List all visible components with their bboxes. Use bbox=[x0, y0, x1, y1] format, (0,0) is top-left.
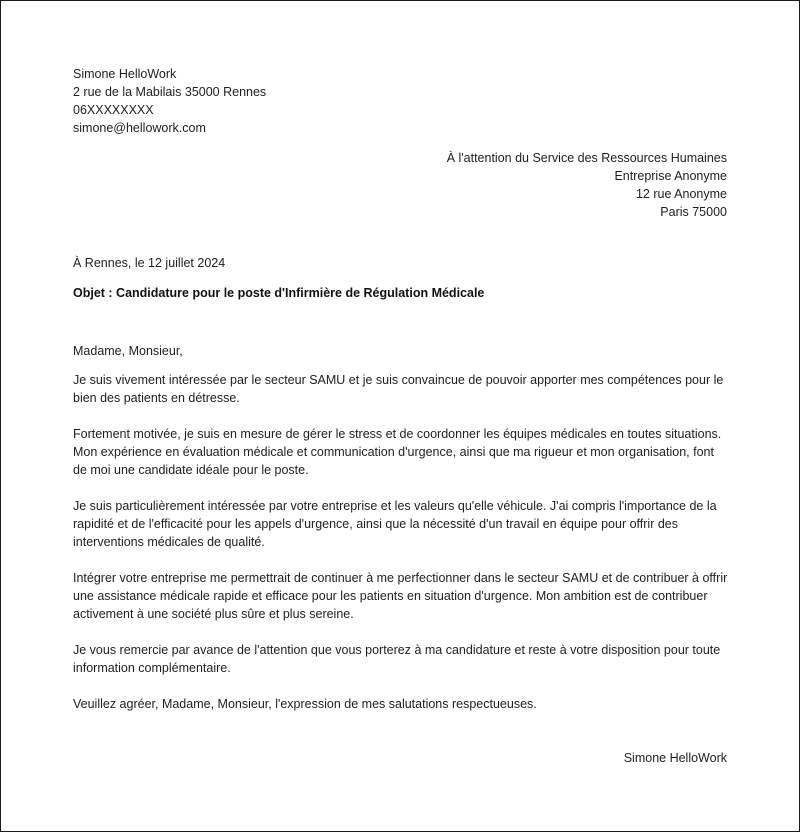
letter-date: À Rennes, le 12 juillet 2024 bbox=[73, 256, 226, 270]
recipient-city: Paris 75000 bbox=[660, 205, 727, 219]
letter-subject: Objet : Candidature pour le poste d'Infirmière de Régulation Médicale bbox=[73, 286, 485, 300]
body-paragraph: Je suis particulièrement intéressée par votre entreprise et les valeurs qu'elle véhicule. J'ai compris l'importance de la rapidité et de l'efficacité pour les appels d'urgence, ainsi que la nécessité d'un travail en équipe pour offrir des interventions médicales de qualité. bbox=[73, 499, 717, 549]
sender-address: 2 rue de la Mabilais 35000 Rennes bbox=[73, 85, 267, 99]
recipient-street: 12 rue Anonyme bbox=[635, 187, 727, 201]
sender-block bbox=[73, 65, 473, 137]
recipient-attention: À l'attention du Service des Ressources Humaines bbox=[446, 151, 727, 165]
recipient-company: Entreprise Anonyme bbox=[614, 169, 727, 183]
recipient-block bbox=[307, 149, 727, 221]
sender-name: Simone HelloWork bbox=[73, 67, 177, 81]
body-paragraph: Je vous remercie par avance de l'attention que vous porterez à ma candidature et reste à votre disposition pour toute information complémentaire. bbox=[73, 643, 721, 675]
sender-email: simone@hellowork.com bbox=[73, 121, 206, 135]
closing-paragraph: Veuillez agréer, Madame, Monsieur, l'expression de mes salutations respectueuses. bbox=[73, 697, 537, 711]
letter-salutation: Madame, Monsieur, bbox=[73, 344, 183, 358]
body-paragraph: Intégrer votre entreprise me permettrait de continuer à me perfectionner dans le secteur SAMU et de contribuer à offrir une assistance médicale rapide et efficace pour les patients en situation d'urgence. Mon ambition est de contribuer activement à une société plus sûre et plus sereine. bbox=[73, 571, 728, 621]
signature: Simone HelloWork bbox=[623, 751, 727, 765]
body-paragraph: Fortement motivée, je suis en mesure de gérer le stress et de coordonner les équipes médicales en toutes situations. Mon expérience en évaluation médicale et communication d'urgence, ainsi que ma rigueur et mon organisation, font de moi une candidate idéale pour le poste. bbox=[73, 427, 722, 477]
sender-phone: 06XXXXXXXX bbox=[73, 103, 154, 117]
body-paragraph: Je suis vivement intéressée par le secteur SAMU et je suis convaincue de pouvoir apporter mes compétences pour le bien des patients en détresse. bbox=[73, 373, 724, 405]
